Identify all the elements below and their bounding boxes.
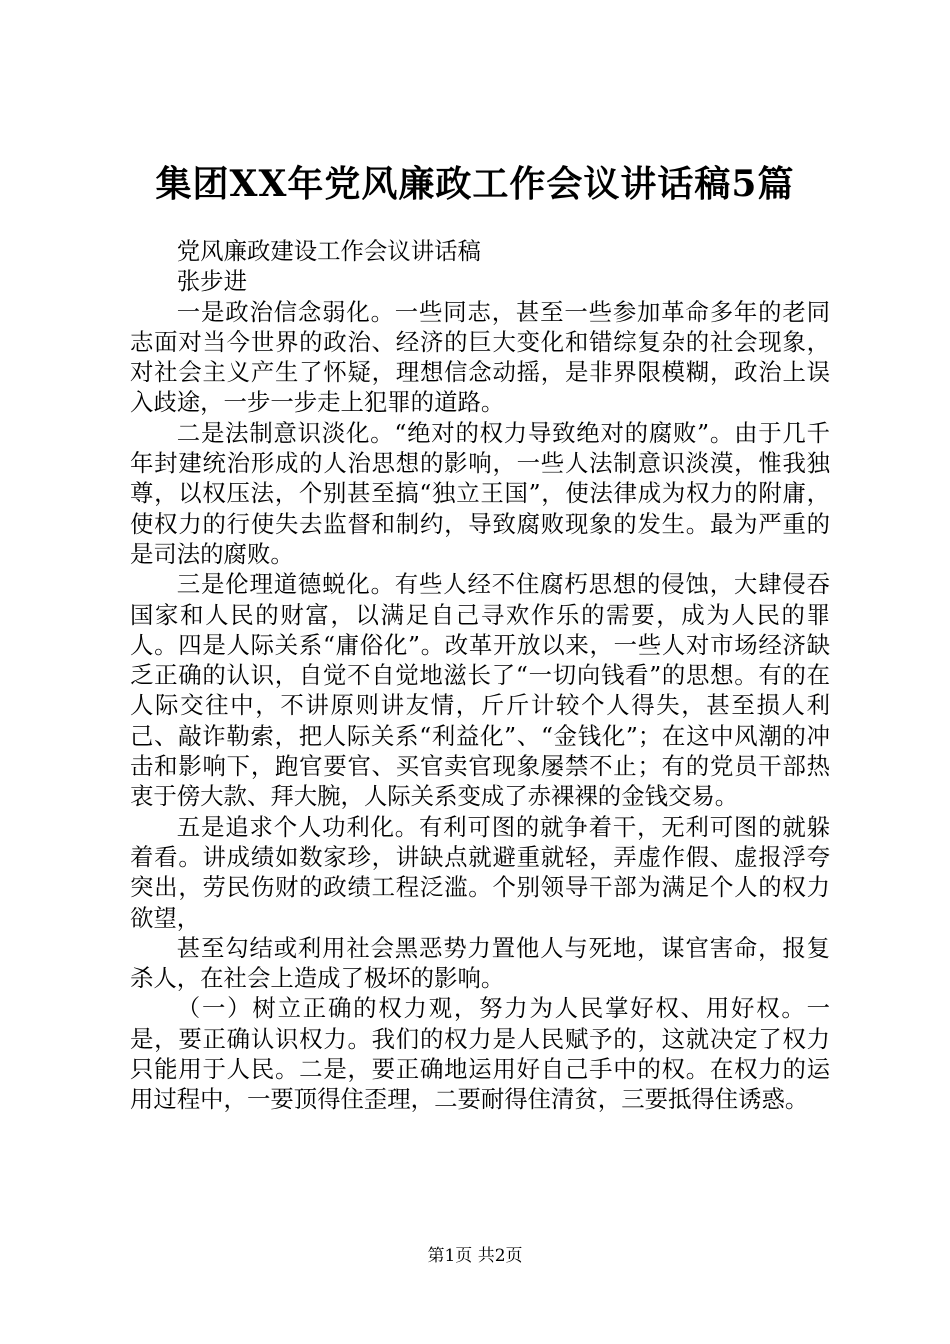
document-subtitle: 党风廉政建设工作会议讲话稿 bbox=[176, 237, 481, 265]
body-paragraph: （一）树立正确的权力观，努力为人民掌好权、用好权。一是，要正确认识权力。我们的权力是人民赋予的，这就决定了权力只能用于人民。二是，要正确地运用好自己手中的权。在权力的运用过程中，一要顶得住歪理，二要耐得住清贫，三要抵得住诱惑。 bbox=[130, 994, 830, 1114]
document-author: 张步进 bbox=[176, 267, 247, 296]
body-paragraph: 甚至勾结或利用社会黑恶势力置他人与死地，谋官害命，报复杀人，在社会上造成了极坏的影响。 bbox=[130, 933, 830, 993]
body-paragraph: 五是追求个人功利化。有利可图的就争着干，无利可图的就躲着看。讲成绩如数家珍，讲缺点就避重就轻，弄虚作假、虚报浮夸突出，劳民伤财的政绩工程泛滥。个别领导干部为满足个人的权力欲望， bbox=[130, 812, 830, 932]
body-paragraph: 一是政治信念弱化。一些同志，甚至一些参加革命多年的老同志面对当今世界的政治、经济的巨大变化和错综复杂的社会现象，对社会主义产生了怀疑，理想信念动摇，是非界限模糊，政治上误入歧途，一步一步走上犯罪的道路。 bbox=[130, 297, 830, 417]
document-body bbox=[130, 236, 830, 1115]
page-number-footer: 第1页 共2页 bbox=[427, 1246, 523, 1266]
body-paragraph: 二是法制意识淡化。“绝对的权力导致绝对的腐败”。由于几千年封建统治形成的人治思想的影响，一些人法制意识淡漠，惟我独尊，以权压法，个别甚至搞“独立王国”，使法律成为权力的附庸，使权力的行使失去监督和制约，导致腐败现象的发生。最为严重的是司法的腐败。 bbox=[130, 418, 830, 568]
body-paragraph: 三是伦理道德蜕化。有些人经不住腐朽思想的侵蚀，大肆侵吞国家和人民的财富，以满足自己寻欢作乐的需要，成为人民的罪人。四是人际关系“庸俗化”。改革开放以来，一些人对市场经济缺乏正确的认识，自觉不自觉地滋长了“一切向钱看”的思想。有的在人际交往中，不讲原则讲友情，斤斤计较个人得失，甚至损人利己、敲诈勒索，把人际关系“利益化”、“金钱化”；在这中风潮的冲击和影响下，跑官要官、买官卖官现象屡禁不止；有的党员干部热衷于傍大款、拜大腕，人际关系变成了赤裸裸的金钱交易。 bbox=[130, 570, 830, 811]
document-title: 集团XX年党风廉政工作会议讲话稿5篇 bbox=[155, 163, 795, 205]
